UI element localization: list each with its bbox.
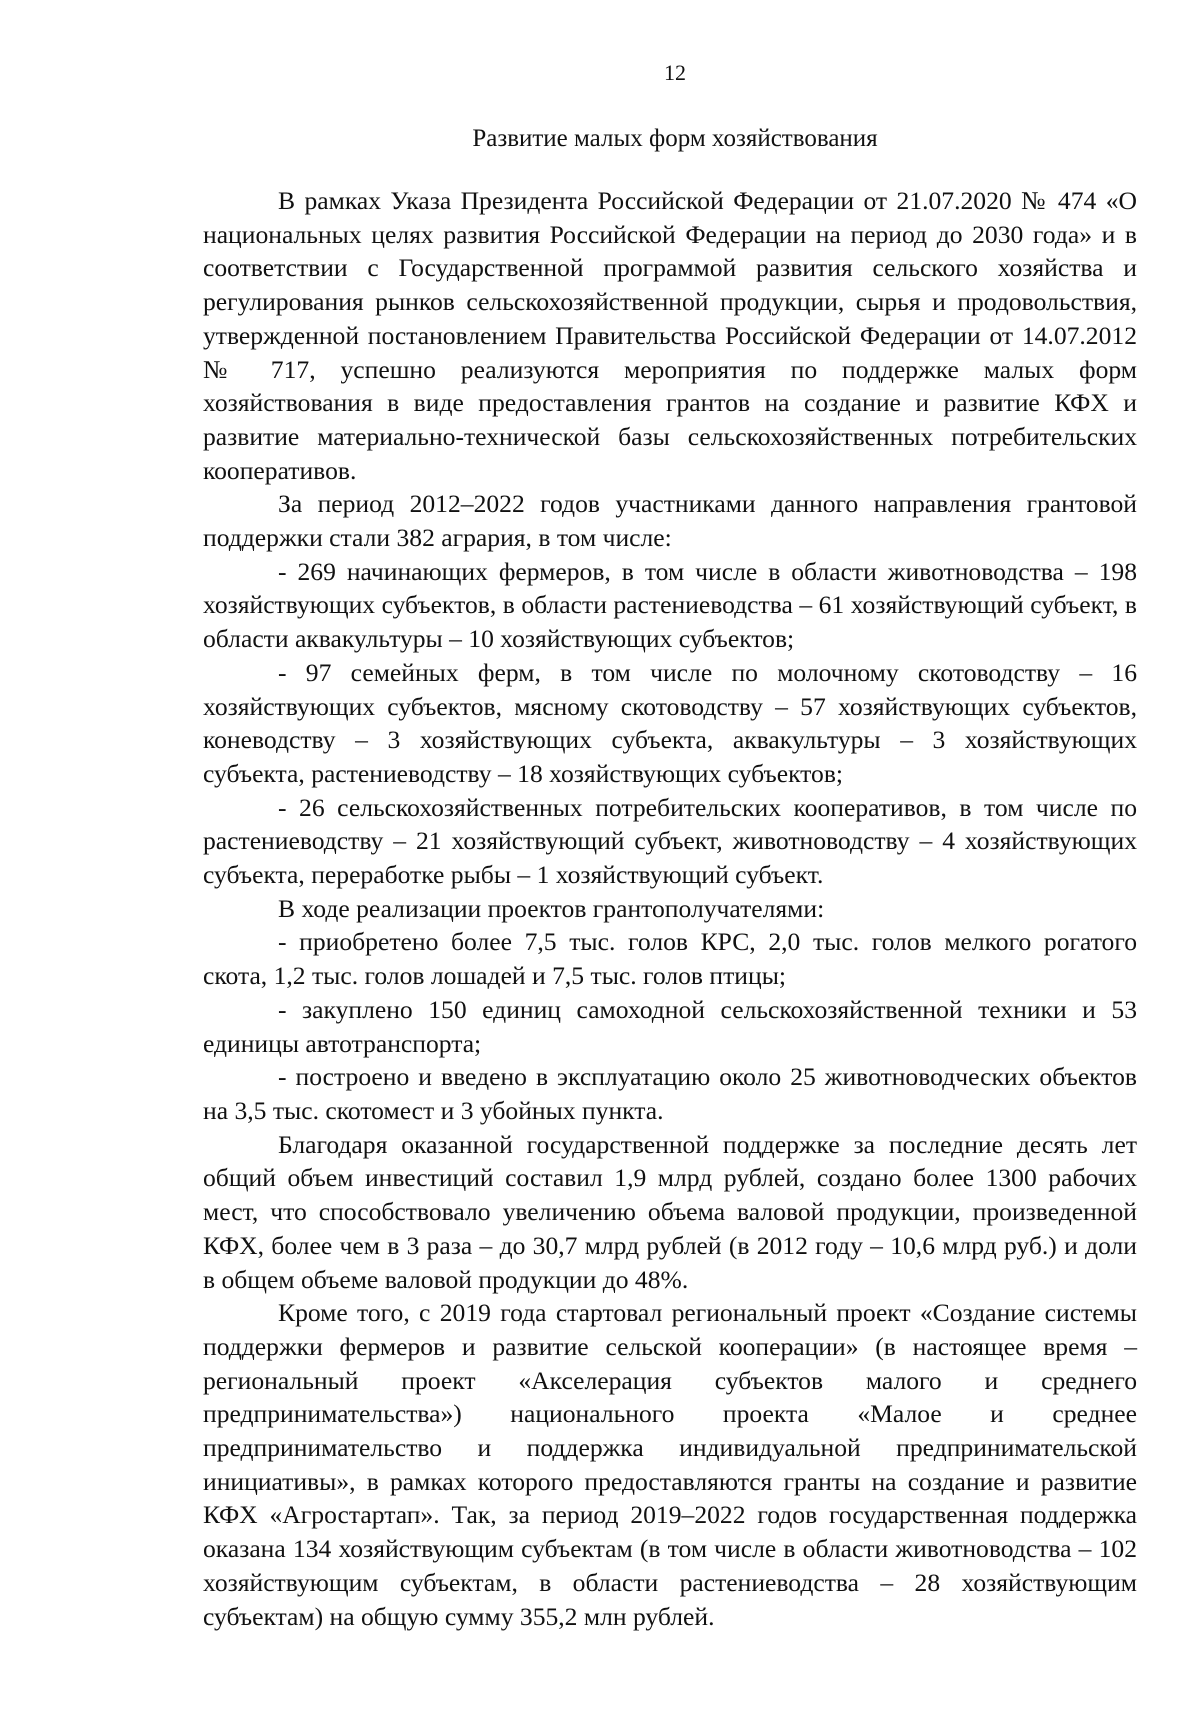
list-item-machinery-purchased: - закуплено 150 единиц самоходной сельскохозяйственной техники и 53 единицы автотранспорта; <box>203 994 1137 1058</box>
page-number: 12 <box>664 60 686 85</box>
document-body <box>203 184 1137 1633</box>
list-item-cooperatives: - 26 сельскохозяйственных потребительских кооперативов, в том числе по растениеводству – 21 хозяйствующий субъект, животноводству – 4 хозяйствующих субъекта, переработке рыбы – 1 хозяйствующий субъект. <box>203 792 1137 890</box>
paragraph-intro: В рамках Указа Президента Российской Федерации от 21.07.2020 № 474 «О национальных целях развития Российской Федерации на период до 2030 года» и в соответствии с Государственной программой развития сельского хозяйства и регулирования рынков сельскохозяйственной продукции, сырья и продовольствия, утвержденной постановлением Правительства Российской Федерации от 14.07.2012 № 717, успешно реализуются мероприятия по поддержке малых форм хозяйствования в виде предоставления грантов на создание и развитие КФХ и развитие материально-технической базы сельскохозяйственных потребительских кооперативов. <box>203 186 1137 485</box>
paragraph-agrostartup: Кроме того, с 2019 года стартовал региональный проект «Создание системы поддержки фермеров и развитие сельской кооперации» (в настоящее время – региональный проект «Акселерация субъектов малого и среднего предпринимательства») национального проекта «Малое и среднее предпринимательство и поддержка индивидуальной предпринимательской инициативы», в рамках которого предоставляются гранты на создание и развитие КФХ «Агростартап». Так, за период 2019–2022 годов государственная поддержка оказана 134 хозяйствующим субъектам (в том числе в области животноводства – 102 хозяйствующим субъектам, в области растениеводства – 28 хозяйствующим субъектам) на общую сумму 355,2 млн рублей. <box>203 1298 1137 1631</box>
section-title: Развитие малых форм хозяйствования <box>472 125 878 152</box>
paragraph-project-results-intro: В ходе реализации проектов грантополучателями: <box>278 893 825 923</box>
list-item-facilities-built: - построено и введено в эксплуатацию около 25 животноводческих объектов на 3,5 тыс. скотомест и 3 убойных пункта. <box>203 1062 1137 1125</box>
list-item-livestock-acquired: - приобретено более 7,5 тыс. голов КРС, 2,0 тыс. голов мелкого рогатого скота, 1,2 тыс. голов лошадей и 7,5 тыс. голов птицы; <box>203 927 1137 991</box>
list-item-beginning-farmers: - 269 начинающих фермеров, в том числе в области животноводства – 198 хозяйствующих субъектов, в области растениеводства – 61 хозяйствующий субъект, в области аквакультуры – 10 хозяйствующих субъектов; <box>203 556 1137 654</box>
paragraph-investment-results: Благодаря оказанной государственной поддержке за последние десять лет общий объем инвестиций составил 1,9 млрд рублей, создано более 1300 рабочих мест, что способствовало увеличению объема валовой продукции, произведенной КФХ, более чем в 3 раза – до 30,7 млрд рублей (в 2012 году – 10,6 млрд руб.) и доли в общем объеме валовой продукции до 48%. <box>203 1129 1137 1294</box>
list-item-family-farms: - 97 семейных ферм, в том числе по молочному скотоводству – 16 хозяйствующих субъектов, мясному скотоводству – 57 хозяйствующих субъектов, коневодству – 3 хозяйствующих субъекта, аквакультуры – 3 хозяйствующих субъекта, растениеводству – 18 хозяйствующих субъектов; <box>203 657 1137 788</box>
paragraph-participants: За период 2012–2022 годов участниками данного направления грантовой поддержки стали 382 агрария, в том числе: <box>203 489 1137 553</box>
